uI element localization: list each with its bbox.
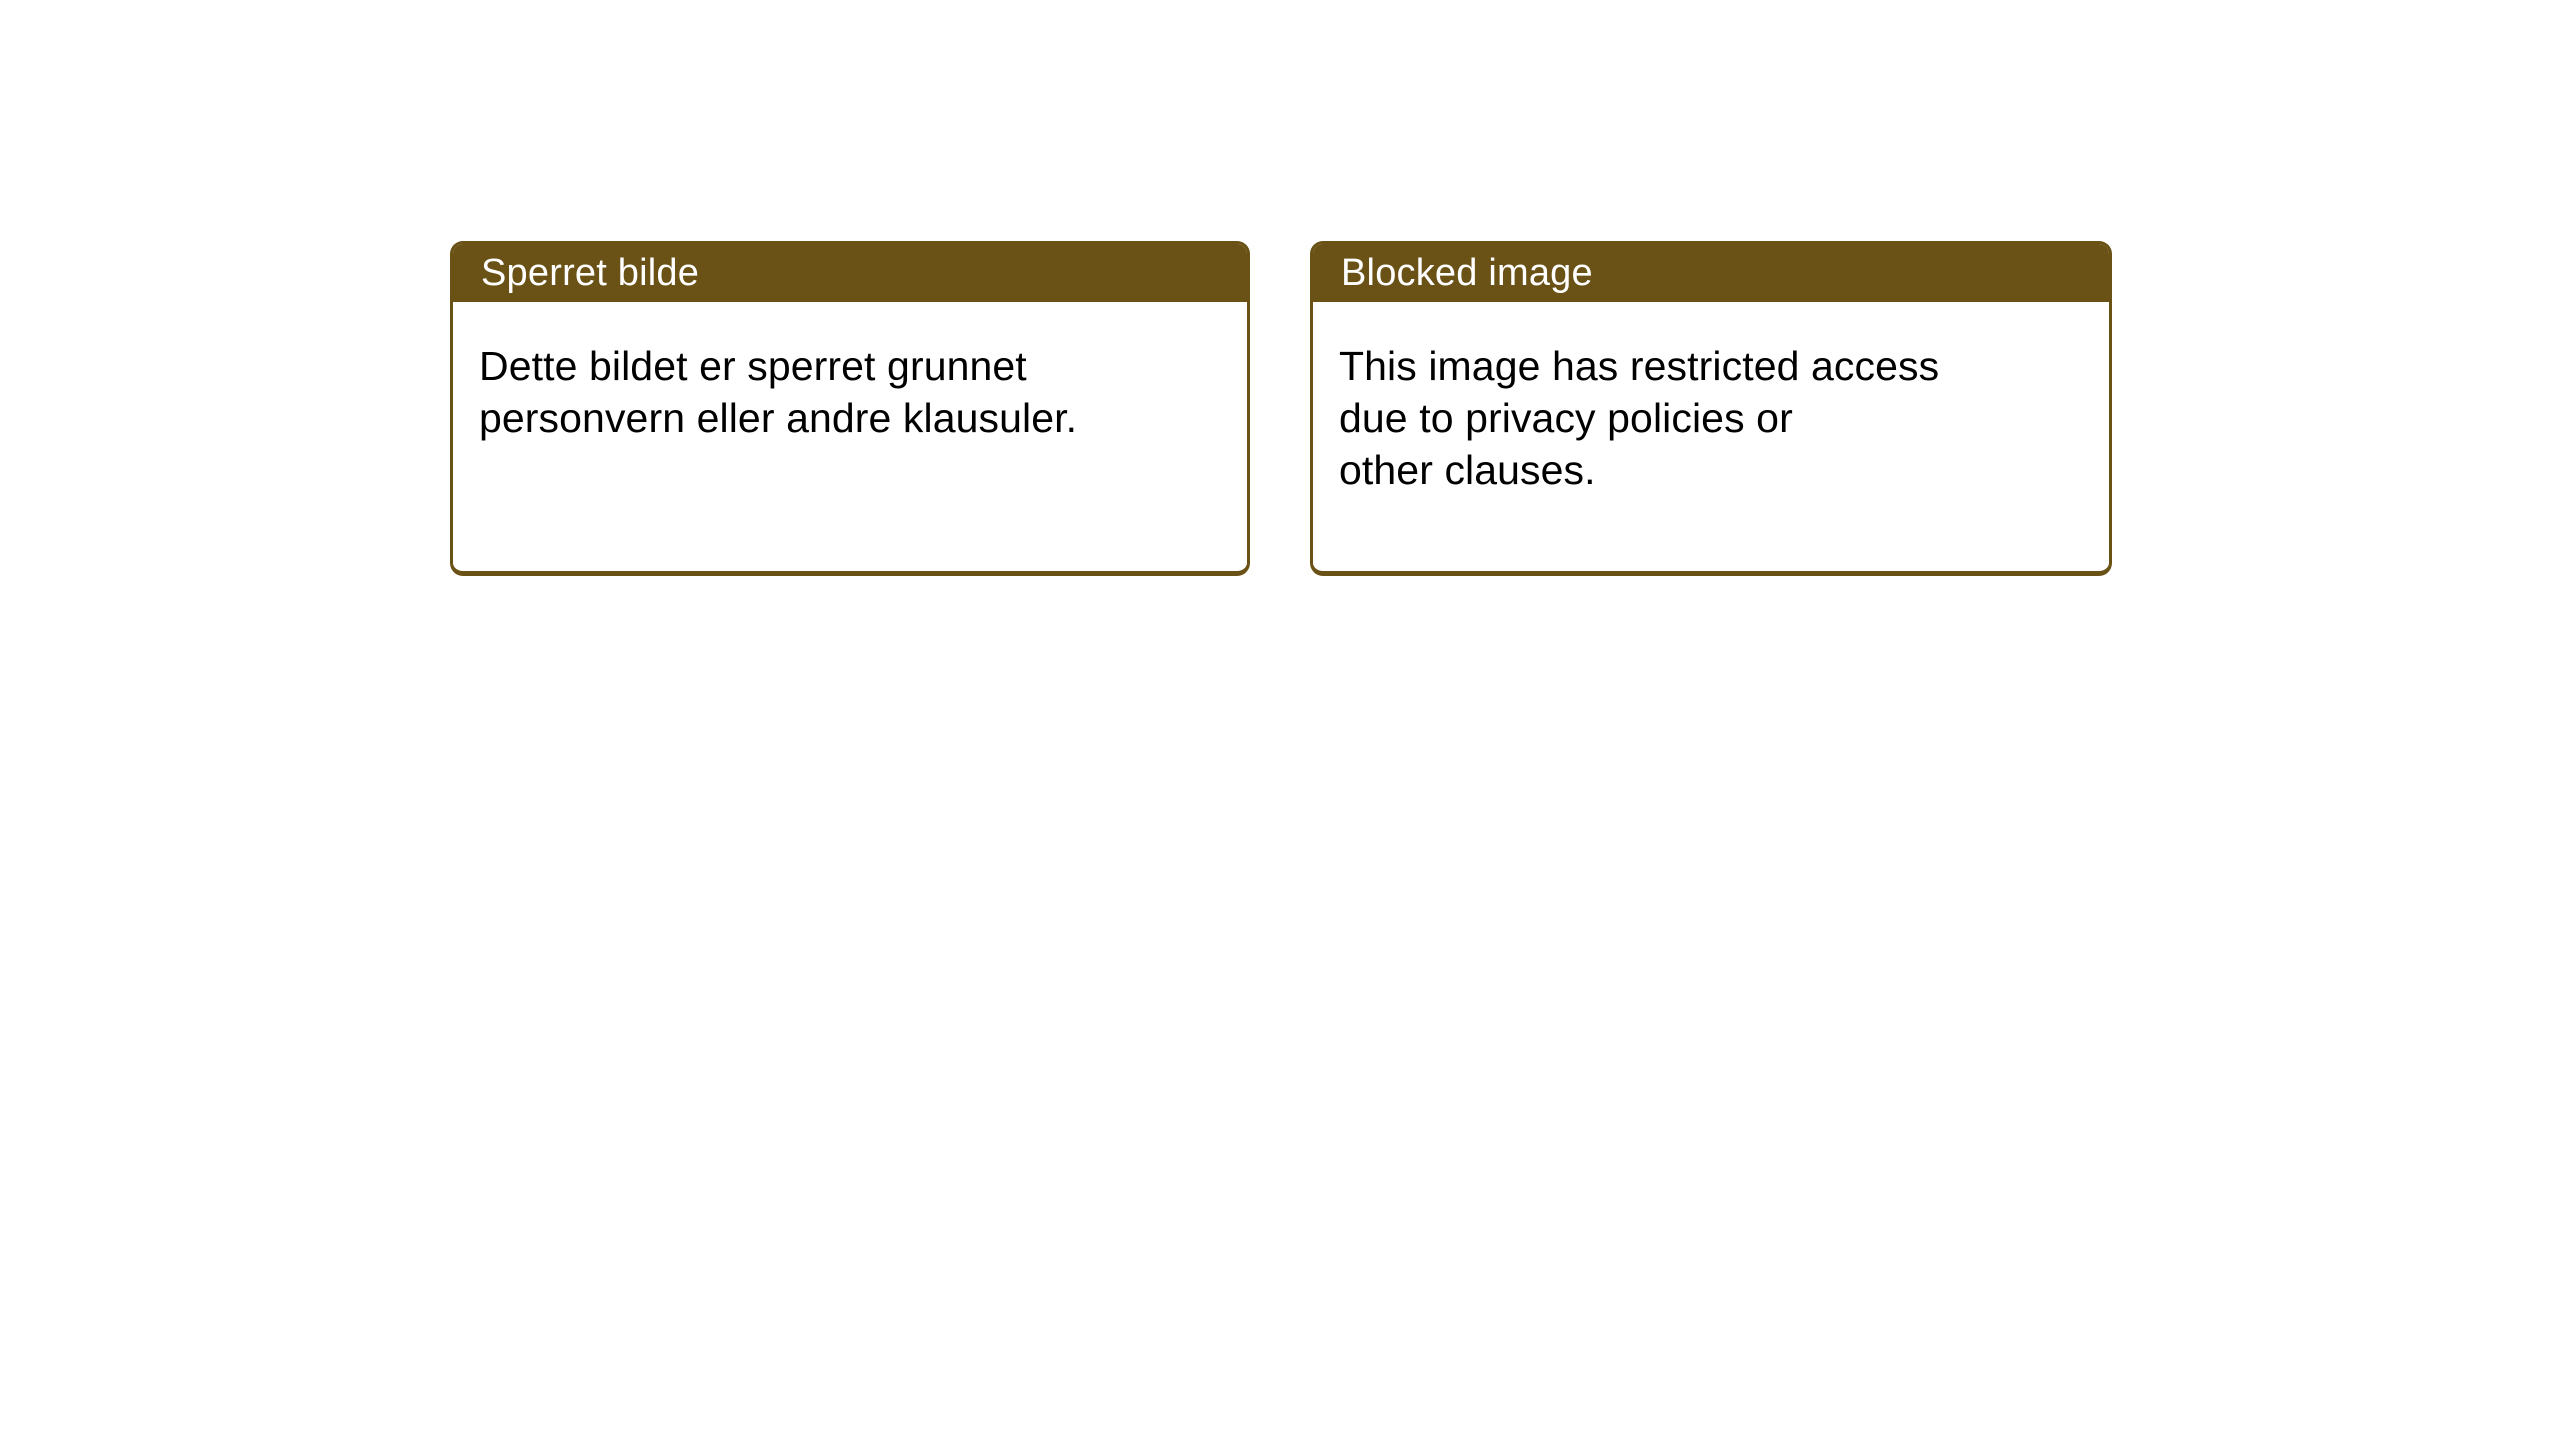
card-header: [453, 244, 1247, 302]
card-header: [1313, 244, 2109, 302]
card-body: [1313, 302, 2109, 496]
card-title: Sperret bilde: [481, 252, 700, 294]
card-body-line: Dette bildet er sperret grunnet: [479, 343, 1027, 389]
card-body-line: due to privacy policies or: [1339, 395, 1793, 441]
card-body-line: personvern eller andre klausuler.: [479, 395, 1078, 441]
blocked-image-card-norwegian: [450, 241, 1250, 576]
blocked-image-card-english: [1310, 241, 2112, 576]
card-body: [453, 302, 1247, 444]
card-title: Blocked image: [1341, 252, 1593, 294]
card-body-line: other clauses.: [1339, 447, 1596, 493]
card-body-line: This image has restricted access: [1339, 343, 1940, 389]
